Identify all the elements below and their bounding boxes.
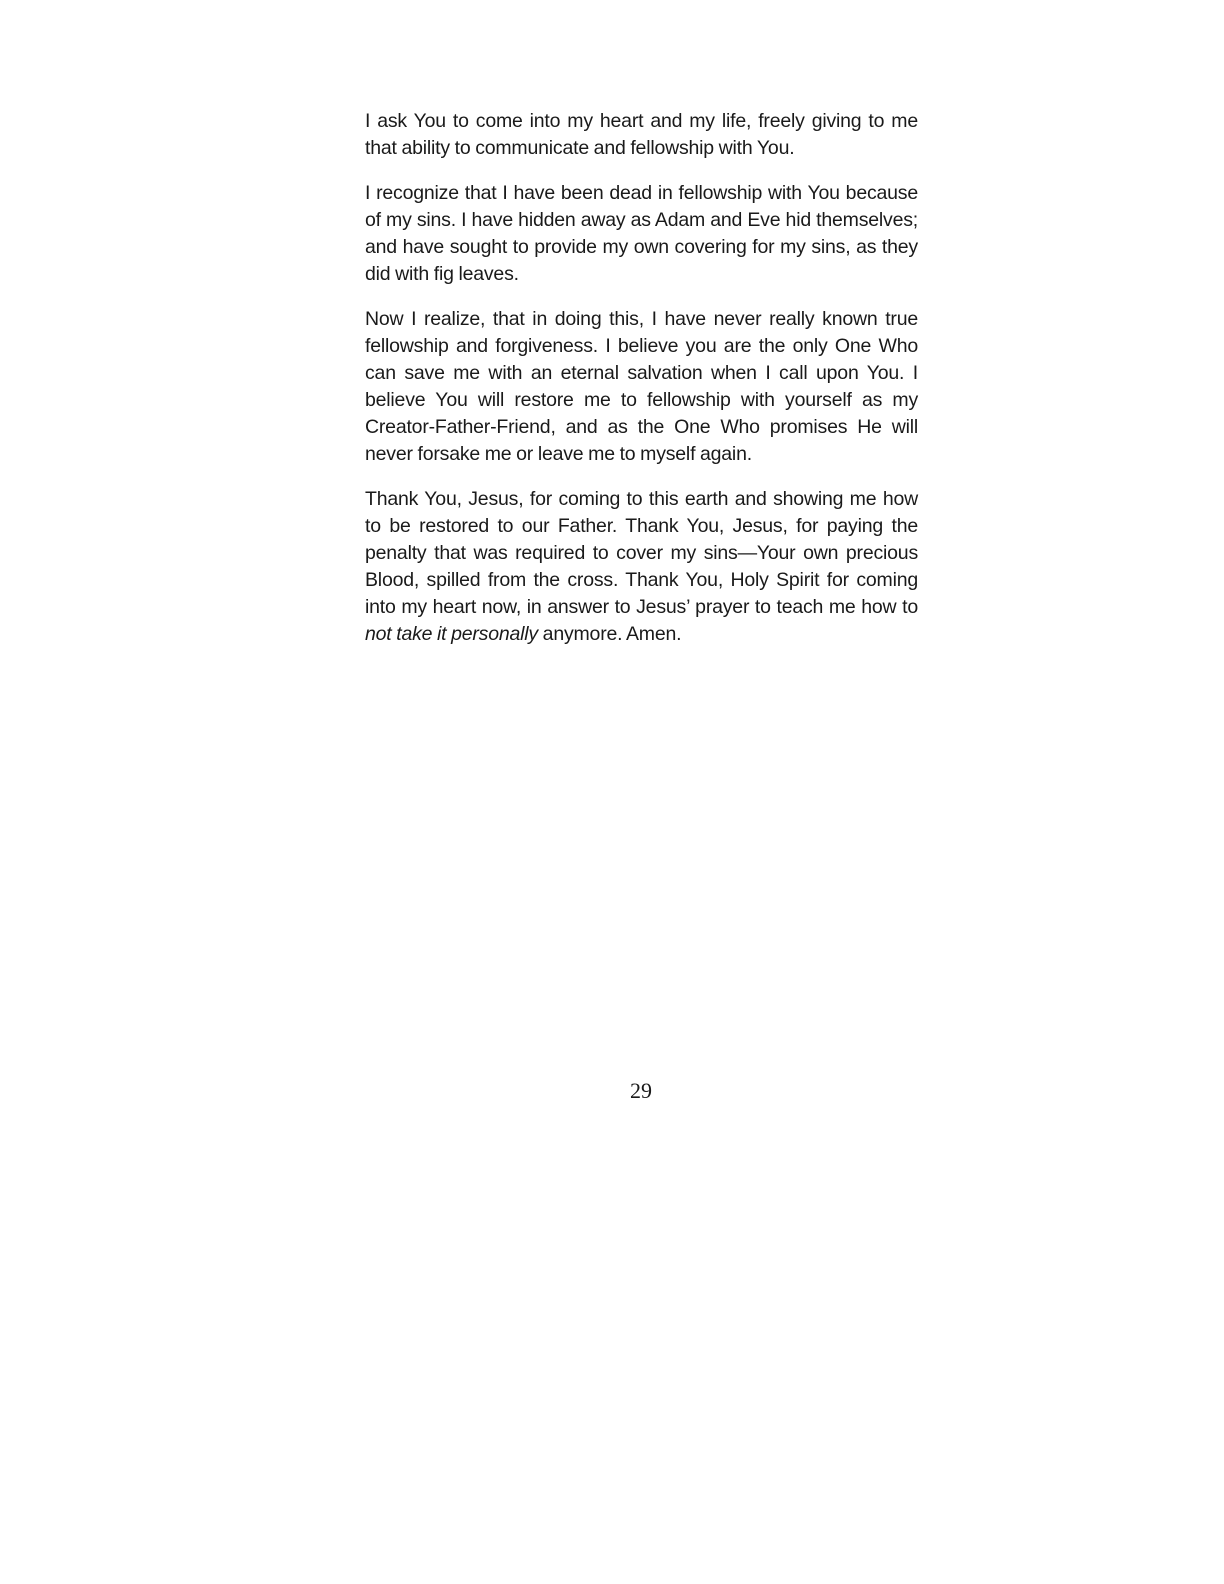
body-text (365, 108, 918, 666)
paragraph-3: Now I realize, that in doing this, I have never really known true fellowship and forgiveness. I believe you are the only One Who can save me with an eternal salvation when I call upon You. I believe You will restore me to fellowship with yourself as my Creator-Father-Friend, and as the One Who promises He will never forsake me or leave me to myself again. (365, 308, 918, 465)
paragraph-2: I recognize that I have been dead in fellowship with You because of my sins. I have hidden away as Adam and Eve hid themselves; and have sought to provide my own covering for my sins, as they did with fig leaves. (365, 182, 918, 285)
paragraph-4-text: Thank You, Jesus, for coming to this earth and showing me how to be restored to our Father. Thank You, Jesus, for paying the penalty that was required to cover my sins—Your own precious Blood, spilled from the cross. Thank You, Holy Spirit for coming into my heart now, in answer to Jesus’ prayer to teach me how to (365, 488, 918, 618)
page-number: 29 (630, 1078, 652, 1103)
paragraph-1: I ask You to come into my heart and my life, freely giving to me that ability to communicate and fellowship with You. (365, 110, 918, 159)
paragraph-4-italic-phrase: not take it personally (365, 623, 538, 645)
paragraph-4-ending: anymore. Amen. (537, 623, 682, 645)
paragraph-4 (365, 486, 918, 648)
